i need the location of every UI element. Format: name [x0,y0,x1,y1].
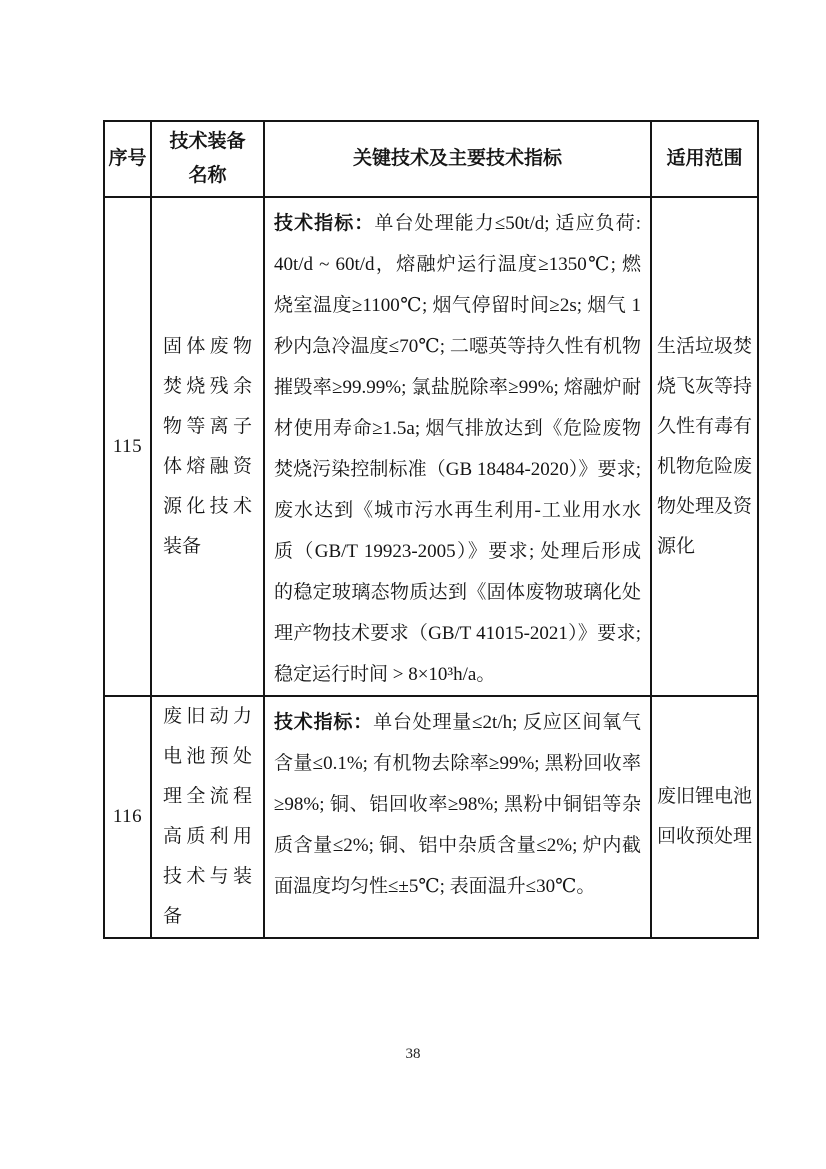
header-key-tech [264,121,651,197]
row-116-key-tech [264,696,651,938]
row-116-serial-number: 116 [104,696,151,938]
row-115-scope: 生活垃圾焚烧飞灰等持久性有毒有机物危险废物处理及资源化 [651,197,758,696]
row-115-spec-text: 单台处理能力≤50t/d; 适应负荷: 40t/d ~ 60t/d，熔融炉运行温度≥1350℃; 燃烧室温度≥1100℃; 烟气停留时间≥2s; 烟气 1 秒内急冷温度≤70℃; 二噁英等持久性有机物摧毁率≥99.99%; 氯盐脱除率≥99%; 熔融炉耐材使用寿命≥1.5a; 烟气排放达到《危险废物焚烧污染控制标准（GB 18484-2020）》要求; 废水达到《城市污水再生利用-工业用水水质（GB/T 19923-2005）》要求; 处理后形成的稳定玻璃态物质达到《固体废物玻璃化处理产物技术要求（GB/T 41015-2021）》要求; 稳定运行时间 > 8×10³h/a。 [274,213,641,685]
table-header-row [104,121,758,197]
header-equipment-name-label: 技术装备名称 [169,131,246,186]
row-116-equipment-name: 废旧动力电池预处理全流程高质利用技术与装备 [151,696,264,938]
row-115-key-tech [264,197,651,696]
equipment-table [103,120,759,939]
row-115-serial-number: 115 [104,197,151,696]
row-115-spec-label: 技术指标： [274,213,375,234]
row-116-spec-label: 技术指标： [274,712,374,733]
header-serial-number [104,121,151,197]
header-equipment-name [151,121,264,197]
header-scope-label: 适用范围 [666,148,743,169]
header-serial-number-label: 序号 [108,148,147,169]
row-116-spec-text: 单台处理量≤2t/h; 反应区间氧气含量≤0.1%; 有机物去除率≥99%; 黑粉回收率≥98%; 铜、铝回收率≥98%; 黑粉中铜铝等杂质含量≤2%; 铜、铝中杂质含量≤2%; 炉内截面温度均匀性≤±5℃; 表面温升≤30℃。 [274,712,641,897]
row-116-scope: 废旧锂电池回收预处理 [651,696,758,938]
table-row-116 [104,696,758,938]
page-number: 38 [405,1046,421,1062]
header-scope [651,121,758,197]
row-115-equipment-name: 固体废物焚烧残余物等离子体熔融资源化技术装备 [151,197,264,696]
header-key-tech-label: 关键技术及主要技术指标 [352,148,562,169]
table-row-115 [104,197,758,696]
